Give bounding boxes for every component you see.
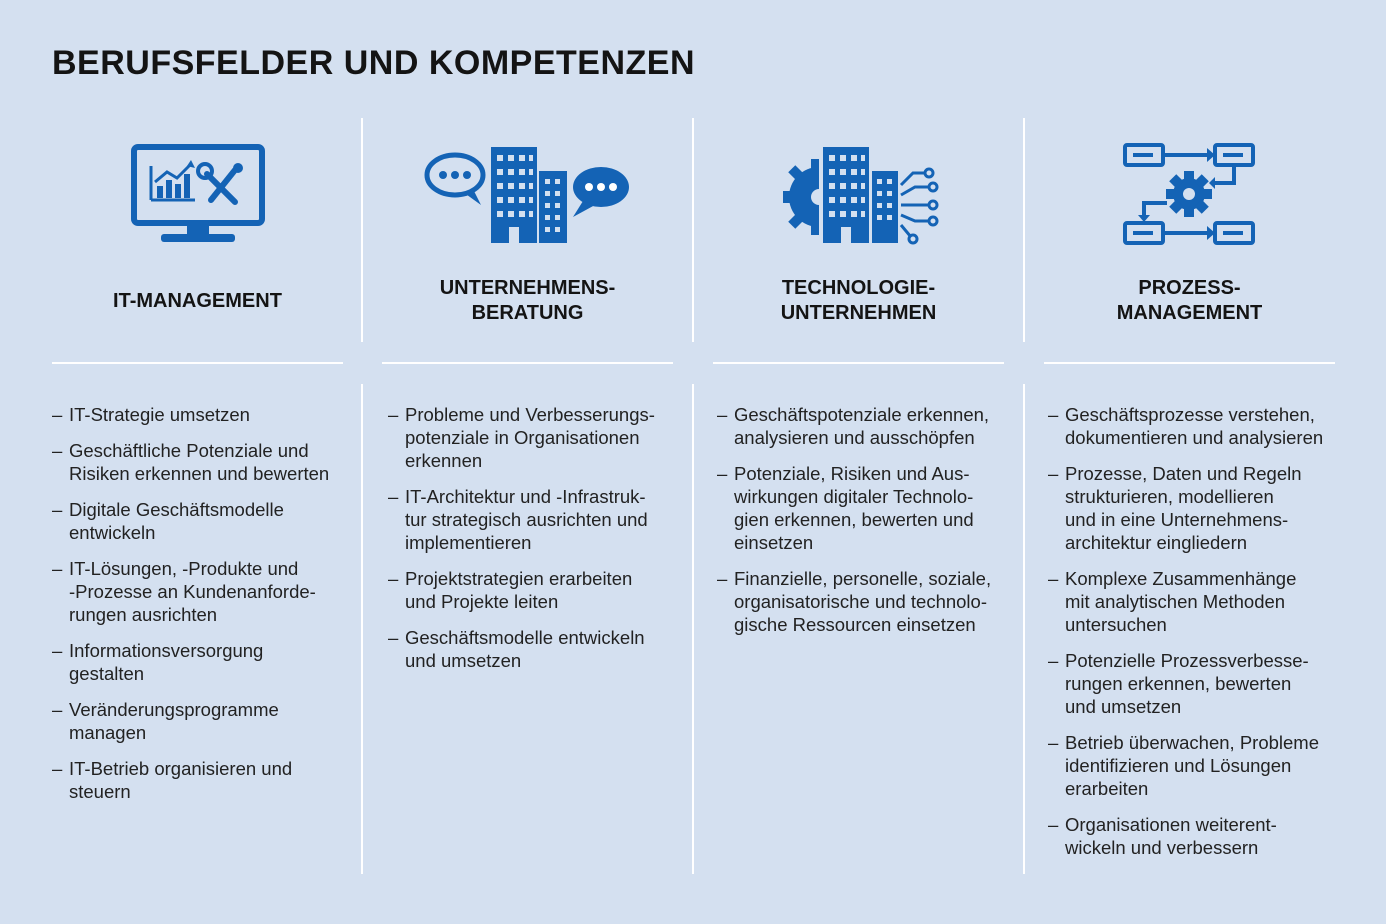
gear-buildings-circuit-icon — [713, 140, 1004, 250]
column-divider — [361, 118, 363, 342]
header-divider — [1044, 362, 1335, 364]
list-item: – Geschäftsmodelle entwickeln und umsetzen — [388, 627, 645, 671]
page-title: BERUFSFELDER UND KOMPETENZEN — [52, 44, 696, 82]
monitor-chart-tools-icon — [52, 140, 343, 250]
list-item: – IT-Lösungen, -Produkte und -Prozesse an Kundenanforde- rungen ausrichten — [52, 558, 316, 625]
competence-list — [1048, 403, 1348, 872]
header-divider — [382, 362, 673, 364]
list-item: – Geschäftsprozesse verstehen, dokumentieren und analysieren — [1048, 404, 1324, 448]
header-divider — [52, 362, 343, 364]
column-divider — [692, 118, 694, 342]
list-item: – Digitale Geschäftsmodelle entwickeln — [52, 499, 284, 543]
list-item: – IT-Strategie umsetzen — [52, 404, 250, 425]
competence-list — [388, 403, 688, 685]
column-title-unternehmensberatung: UNTERNEHMENS- BERATUNG — [439, 277, 616, 324]
list-item: – Finanzielle, personelle, soziale, organisatorische und technolo- gische Ressourcen einsetzen — [717, 568, 992, 635]
process-flow-gear-icon — [1044, 140, 1335, 250]
list-item: – IT-Architektur und -Infrastruk- tur strategisch ausrichten und implementieren — [388, 486, 648, 553]
column-divider — [361, 384, 363, 874]
column-divider — [692, 384, 694, 874]
list-item: – Informationsversorgung gestalten — [52, 640, 264, 684]
list-item: – Geschäftspotenziale erkennen, analysieren und ausschöpfen — [717, 404, 990, 448]
column-title-technologieunternehmen: TECHNOLOGIE- UNTERNEHMEN — [780, 277, 937, 324]
list-item: – Veränderungsprogramme managen — [52, 699, 279, 743]
competence-list — [52, 403, 352, 816]
buildings-chat-bubbles-icon — [382, 140, 673, 250]
list-item: – Potenziale, Risiken und Aus- wirkungen digitaler Technolo- gien erkennen, bewerten und einsetzen — [717, 463, 974, 553]
column-title-it-management: IT-MANAGEMENT — [113, 289, 282, 312]
competence-list — [717, 403, 1017, 649]
column-divider — [1023, 118, 1025, 342]
list-item: – IT-Betrieb organisieren und steuern — [52, 758, 293, 802]
header-divider — [713, 362, 1004, 364]
list-item: – Projektstrategien erarbeiten und Projekte leiten — [388, 568, 633, 612]
column-title-prozessmanagement: PROZESS- MANAGEMENT — [1116, 277, 1263, 324]
list-item: – Komplexe Zusammenhänge mit analytischen Methoden untersuchen — [1048, 568, 1297, 635]
list-item: – Potenzielle Prozessverbesse- rungen erkennen, bewerten und umsetzen — [1048, 650, 1309, 717]
column-divider — [1023, 384, 1025, 874]
list-item: – Betrieb überwachen, Probleme identifizieren und Lösungen erarbeiten — [1048, 732, 1320, 799]
list-item: – Geschäftliche Potenziale und Risiken erkennen und bewerten — [52, 440, 330, 484]
list-item: – Organisationen weiterent- wickeln und verbessern — [1048, 814, 1277, 858]
list-item: – Probleme und Verbesserungs- potenziale in Organisationen erkennen — [388, 404, 655, 471]
list-item: – Prozesse, Daten und Regeln strukturieren, modellieren und in eine Unternehmens- architektur eingliedern — [1048, 463, 1302, 553]
